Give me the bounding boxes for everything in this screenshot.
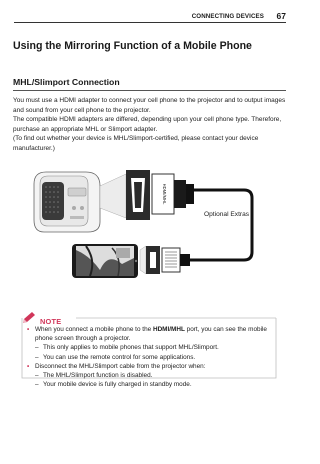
- mobile-phone-illustration: [72, 244, 138, 278]
- port-label: HDMI/MHL: [162, 183, 167, 205]
- page-number: 67: [276, 11, 286, 21]
- note-item: [27, 362, 277, 371]
- pencil-icon: [21, 311, 37, 325]
- note-text: Disconnect the MHL/Slimport cable from the projector when:: [35, 362, 206, 370]
- micro-usb-plug-illustration: [140, 246, 252, 274]
- paragraph-3: (To find out whether your device is MHL/Slimport-certified, please contact your device manufacturer.): [13, 135, 259, 152]
- hdmi-port-illustration: [126, 170, 150, 220]
- note-subtext: This only applies to mobile phones that support MHL/Slimport.: [43, 344, 219, 352]
- subheading-divider: [13, 90, 286, 91]
- header-divider: [14, 22, 286, 23]
- note-subitem: [27, 380, 277, 389]
- page-header: [0, 0, 300, 30]
- paragraph-1: You must use a HDMI adapter to connect your cell phone to the projector and to output images and sound from your cell phone to the projector.: [13, 97, 286, 114]
- intro-text: [13, 96, 288, 154]
- dash-icon: –: [35, 372, 39, 380]
- projector-illustration: [34, 172, 126, 232]
- dash-icon: –: [35, 381, 39, 389]
- section-title: CONNECTING DEVICES: [191, 13, 264, 20]
- connection-diagram: [30, 160, 270, 280]
- connection-illustration: [30, 160, 270, 280]
- port-name: HDMI/MHL: [152, 326, 185, 333]
- note-subtext: The MHL/Slimport function is disabled.: [43, 372, 153, 380]
- note-list: [27, 325, 277, 389]
- note-text: When you connect a mobile phone to the: [35, 326, 153, 333]
- page-title: Using the Mirroring Function of a Mobile Phone: [13, 40, 252, 52]
- dash-icon: –: [35, 344, 39, 352]
- note-subtext: Your mobile device is fully charged in standby mode.: [43, 381, 192, 389]
- note-subtext: You can use the remote control for some applications.: [43, 353, 196, 361]
- note-subitem: [27, 353, 277, 362]
- optional-extras-label: Optional Extras: [204, 211, 250, 218]
- note-subitem: [27, 371, 277, 380]
- note-subitem: [27, 343, 277, 352]
- bullet-icon: •: [27, 362, 30, 370]
- dash-icon: –: [35, 353, 39, 361]
- paragraph-2: The compatible HDMI adapters are differed, depending upon your cell phone type. Therefore, purchase an appropriate MHL or Slimport adapter.: [13, 116, 282, 133]
- section-subheading: MHL/Slimport Connection: [13, 77, 120, 87]
- note-title: NOTE: [40, 317, 62, 326]
- bullet-icon: •: [27, 326, 30, 333]
- note-text: port, you can see the mobile phone screen through a projector.: [35, 326, 267, 343]
- note-item: [27, 325, 277, 343]
